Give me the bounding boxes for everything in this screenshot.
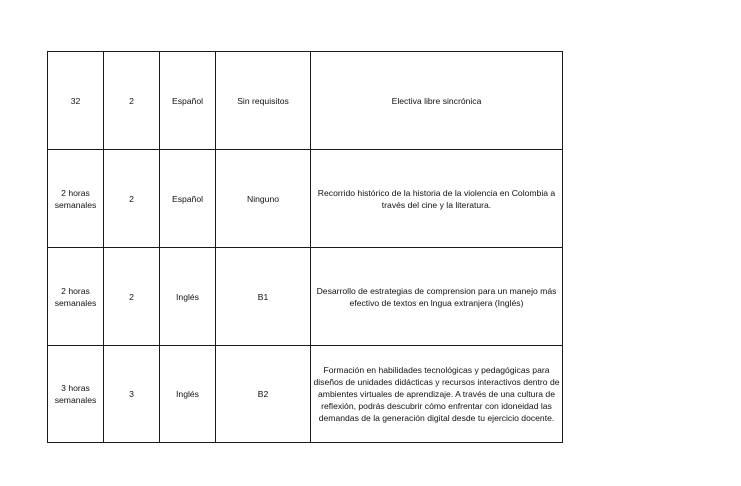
description-cell: Desarrollo de estrategias de comprension para un manejo más efectivo de textos en lngua extranjera (Inglés) <box>311 248 563 346</box>
language-cell: Español <box>160 52 216 150</box>
description-cell: Recorrido histórico de la historia de la violencia en Colombia a través del cine y la literatura. <box>311 150 563 248</box>
credits-cell: 3 <box>104 346 160 443</box>
language-cell: Inglés <box>160 248 216 346</box>
requirements-cell: B1 <box>216 248 311 346</box>
language-cell: Inglés <box>160 346 216 443</box>
requirements-cell: B2 <box>216 346 311 443</box>
description-cell: Electiva libre sincrónica <box>311 52 563 150</box>
table-row <box>48 52 563 150</box>
hours-cell: 2 horas semanales <box>48 150 104 248</box>
hours-cell: 32 <box>48 52 104 150</box>
table-row <box>48 346 563 443</box>
hours-cell: 3 horas semanales <box>48 346 104 443</box>
credits-cell: 2 <box>104 248 160 346</box>
hours-cell: 2 horas semanales <box>48 248 104 346</box>
language-cell: Español <box>160 150 216 248</box>
description-cell: Formación en habilidades tecnológicas y pedagógicas para diseños de unidades didácticas y recursos interactivos dentro de ambientes virtuales de aprendizaje. A través de una cultura de reflexión, podrás descubrir cómo enfrentar con idoneidad las demandas de la generación digital desde tu ejercicio docente. <box>311 346 563 443</box>
credits-cell: 2 <box>104 52 160 150</box>
requirements-cell: Sin requisitos <box>216 52 311 150</box>
table-row <box>48 150 563 248</box>
requirements-cell: Ninguno <box>216 150 311 248</box>
course-table <box>47 51 563 443</box>
table-row <box>48 248 563 346</box>
credits-cell: 2 <box>104 150 160 248</box>
